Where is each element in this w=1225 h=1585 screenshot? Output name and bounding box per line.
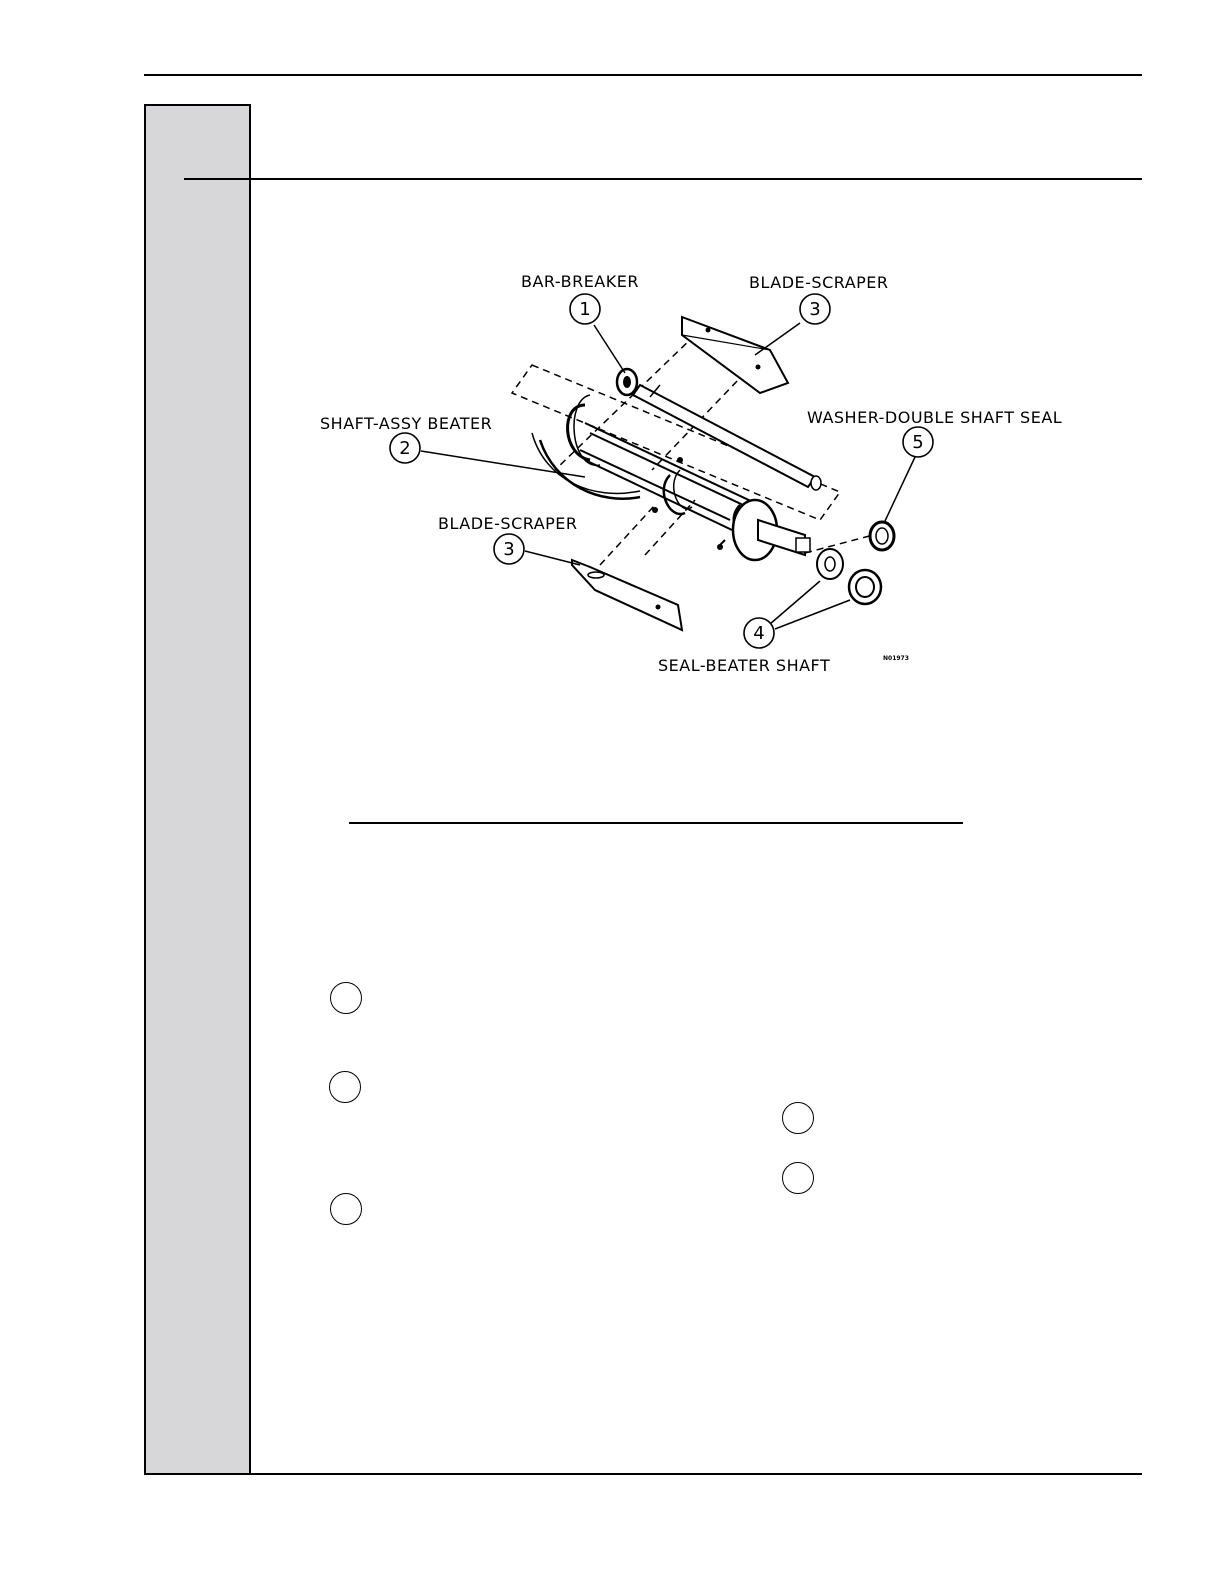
step-circle-5: [782, 1162, 814, 1194]
label-blade-scraper-bottom: BLADE-SCRAPER: [438, 514, 578, 533]
washer-double-shaft-seal-part: [870, 522, 894, 550]
dashed-guide-bottom-scraper-left: [600, 505, 655, 565]
leader-seal-2: [775, 600, 850, 629]
leader-bar-breaker: [594, 325, 625, 373]
sidebar-tab: [144, 104, 251, 1473]
callout-number-3-top: 3: [809, 299, 821, 320]
shaft-assy-beater-part: [532, 395, 810, 560]
callout-number-2: 2: [399, 438, 411, 459]
leader-seal-1: [770, 581, 820, 624]
label-bar-breaker: BAR-BREAKER: [521, 272, 639, 291]
blade-scraper-bottom-part: [572, 560, 682, 630]
callout-number-4: 4: [753, 623, 765, 644]
top-rule: [144, 74, 1142, 76]
callout-number-5: 5: [912, 432, 924, 453]
label-washer-double-shaft-seal: WASHER-DOUBLE SHAFT SEAL: [807, 408, 1063, 427]
blade-scraper-top-part: [682, 317, 788, 393]
label-seal-beater-shaft: SEAL-BEATER SHAFT: [658, 656, 831, 675]
seal-beater-shaft-part: [817, 549, 881, 604]
callout-number-3-bottom: 3: [503, 539, 515, 560]
step-circle-1: [330, 982, 362, 1014]
label-shaft-assy-beater: SHAFT-ASSY BEATER: [320, 414, 493, 433]
leader-washer: [885, 457, 915, 521]
section-underline: [349, 822, 963, 824]
step-circle-4: [782, 1102, 814, 1134]
step-circle-3: [330, 1193, 362, 1225]
bottom-rule: [144, 1473, 1142, 1475]
figure-code: N01973: [883, 655, 909, 662]
step-circle-2: [329, 1071, 361, 1103]
label-blade-scraper-top: BLADE-SCRAPER: [749, 273, 889, 292]
leader-blade-scraper-top: [755, 323, 800, 355]
bar-breaker-part: [617, 369, 821, 490]
leader-blade-scraper-bottom: [525, 551, 580, 565]
header-rule: [184, 178, 1142, 180]
callout-number-1: 1: [579, 299, 591, 320]
beater-assembly-diagram: [300, 255, 1120, 695]
